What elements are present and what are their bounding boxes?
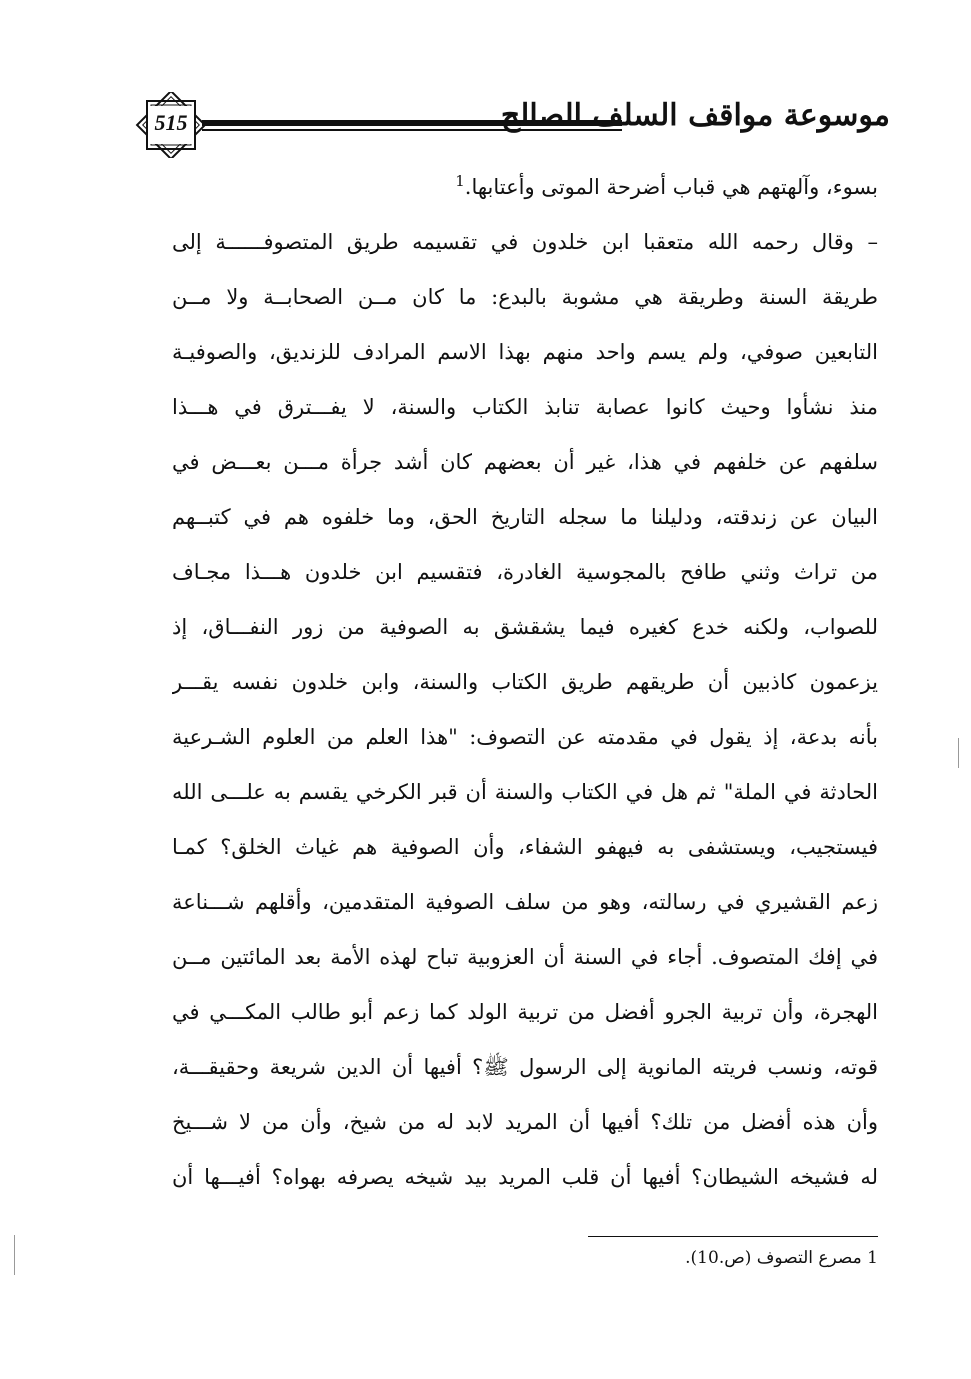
body-line-text: بسوء، وآلهتهم هي قباب أضرحة الموتى وأعتابها. (464, 175, 878, 199)
body-line: زعم القشيري في رسالته، وهو من سلف الصوفية المتقدمين، وأقلهم شـــناعة (172, 890, 878, 914)
body-text (172, 160, 878, 1205)
footnote-text: مصرع التصوف (ص.10). (685, 1248, 862, 1268)
page-number: 515 (154, 110, 188, 135)
body-line: في إفك المتصوف. أجاء في السنة أن العزوبية تباح لهذه الأمة بعد المائتين مــن (172, 945, 878, 969)
page-header (130, 92, 890, 162)
footnote (400, 1248, 878, 1268)
footnote-number: 1 (867, 1248, 878, 1268)
page-number-badge (130, 92, 212, 158)
scan-margin-mark (14, 1235, 15, 1275)
body-line: وأن هذه أفضل من تلك؟ أفيها أن المريد لابد له من شيخ، وأن من لا شـــيخ (172, 1110, 878, 1134)
footnote-ref: 1 (455, 172, 465, 190)
body-line: طريقة السنة وطريقة هي مشوبة بالبدع: ما كان مــن الصحابــة ولا مــن (172, 285, 878, 309)
body-line: للصواب، ولكنه خدع كغيره فيما يشقشق به الصوفية من زور النفـــاق، إذ (172, 615, 878, 639)
scan-margin-mark (958, 738, 959, 768)
footnote-separator (588, 1236, 878, 1237)
body-line: من تراث وثني طافح بالمجوسية الغادرة، فتقسيم ابن خلدون هـــذا مجـاف (172, 560, 878, 584)
body-line: سلفهم عن خلفهم في هذا، غير أن بعضهم كان أشد جرأة مـــن بعـــض في (172, 450, 878, 474)
body-line: البيان عن زندقته، ودليلنا ما سجله التاريخ الحق، وما خلفوه هم في كتبــهم (172, 505, 878, 529)
body-line: منذ نشأوا وحيث كانوا عصابة تنابذ الكتاب والسنة، لا يفـــترق في هـــذا (172, 395, 878, 419)
body-line: بأنه بدعة، إذ يقول في مقدمته عن التصوف: "هذا العلم من العلوم الشـرعية (172, 725, 878, 749)
body-line: فيستجيب، ويستشفى به فيهفو الشفاء، وأن الصوفية هم غياث الخلق؟ كمـا (172, 835, 878, 859)
body-line: قوته، ونسب فريته المانوية إلى الرسول ﷺ؟ أفيها أن الدين شريعة وحقيقـــة، (172, 1055, 878, 1079)
body-line: الهجرة، وأن تربية الجرو أفضل من تربية الولد كما زعم أبو طالب المكـــي في (172, 1000, 878, 1024)
book-title: موسوعة مواقف السلف الصالح (500, 98, 890, 133)
body-line: – وقال رحمه الله متعقبا ابن خلدون في تقسيمه طريق المتصوفــــــة إلى (172, 230, 878, 254)
body-line: التابعين صوفي، ولم يسم واحد منهم بهذا الاسم المرادف للزنديق، والصوفيـة (172, 340, 878, 364)
body-line (172, 160, 878, 215)
body-line: له فشيخه الشيطان؟ أفيها أن قلب المريد بيد شيخه يصرفه بهواه؟ أفيـــها أن (172, 1165, 878, 1189)
body-line: يزعمون كاذبين أن طريقهم طريق الكتاب والسنة، وابن خلدون نفسه يقـــر (172, 670, 878, 694)
body-line: الحادثة في الملة" ثم هل في الكتاب والسنة أن قبر الكرخي يقسم به علـــى الله (172, 780, 878, 804)
